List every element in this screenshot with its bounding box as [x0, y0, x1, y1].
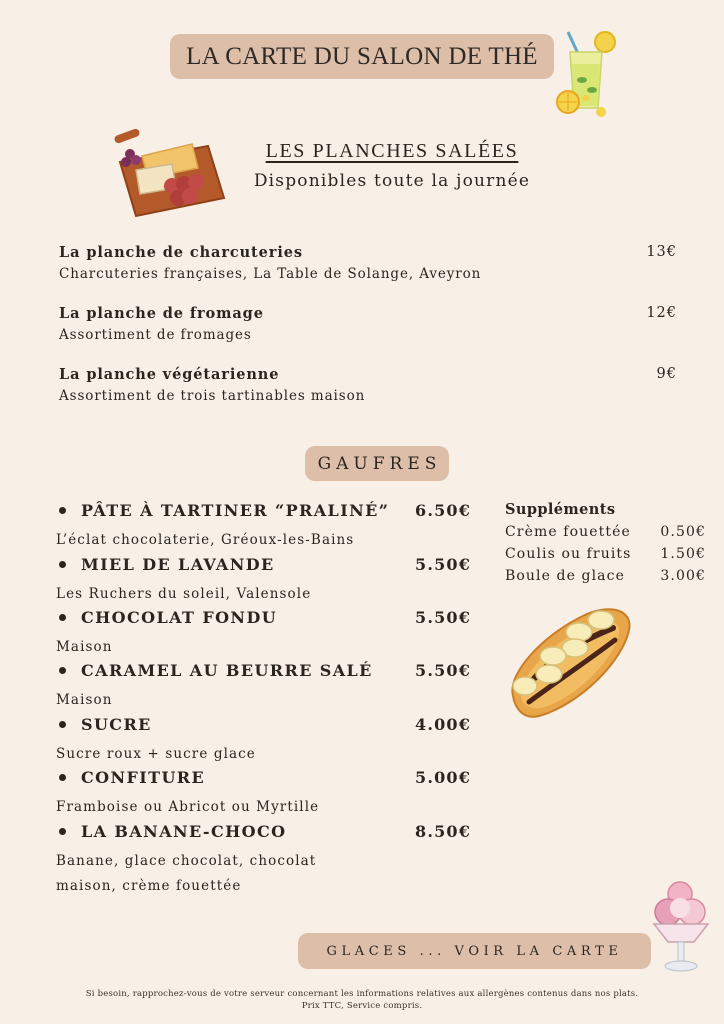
gaufres-heading: GAUFRES: [317, 453, 442, 474]
page-title-banner: [170, 34, 554, 79]
charcuterie-board-icon: [112, 124, 228, 220]
banana-waffle-icon: [503, 604, 635, 720]
gaufre-item: [56, 661, 476, 713]
supplement-name: Crème fouettée: [505, 524, 631, 540]
planche-name: La planche de fromage: [59, 305, 264, 322]
gaufre-description: L’éclat chocolaterie, Gréoux-les-Bains: [56, 532, 355, 548]
gaufre-description: Les Ruchers du soleil, Valensole: [56, 586, 312, 602]
gaufre-name: PÂTE À TARTINER “PRALINÉ”: [81, 501, 390, 520]
gaufre-price: 5.50€: [415, 555, 472, 574]
glaces-banner: [298, 933, 651, 969]
planche-description: Assortiment de trois tartinables maison: [59, 388, 366, 404]
gaufre-name: CARAMEL AU BEURRE SALÉ: [81, 661, 373, 680]
gaufre-description: Banane, glace chocolat, chocolat maison, crème fouettée: [56, 853, 317, 894]
supplement-name: Coulis ou fruits: [505, 546, 632, 562]
gaufre-item: [56, 555, 476, 607]
bullet-icon: [59, 507, 66, 514]
supplements-heading: Suppléments: [505, 501, 616, 518]
gaufre-item: [56, 501, 476, 553]
planche-price: 9€: [656, 366, 677, 382]
bullet-icon: [59, 721, 66, 728]
planche-name: La planche végétarienne: [59, 366, 280, 383]
gaufre-name: LA BANANE-CHOCO: [81, 822, 287, 841]
planche-price: 12€: [646, 305, 677, 321]
planche-description: Charcuteries françaises, La Table de Solange, Aveyron: [59, 266, 482, 282]
planches-heading: LES PLANCHES SALÉES: [265, 140, 519, 162]
bullet-icon: [59, 774, 66, 781]
lemonade-glass-icon: [552, 28, 624, 118]
price-note: Prix TTC, Service compris.: [301, 1001, 423, 1011]
gaufre-item: [56, 822, 472, 899]
supplement-name: Boule de glace: [505, 568, 625, 584]
gaufre-price: 8.50€: [415, 822, 472, 841]
supplement-item: [505, 568, 710, 590]
planche-item: [59, 366, 679, 404]
ice-cream-sundae-icon: [650, 878, 712, 974]
supplement-item: [505, 524, 710, 546]
supplement-price: 1.50€: [660, 546, 706, 562]
planches-heading-block: [222, 140, 562, 191]
gaufre-description: Maison: [56, 692, 113, 708]
gaufre-description: Framboise ou Abricot ou Myrtille: [56, 799, 320, 815]
supplement-item: [505, 546, 710, 568]
supplement-price: 0.50€: [660, 524, 706, 540]
supplement-price: 3.00€: [660, 568, 706, 584]
supplements-box: [505, 501, 710, 590]
gaufre-item: [56, 608, 476, 660]
gaufre-price: 5.00€: [415, 768, 472, 787]
gaufre-description: Sucre roux + sucre glace: [56, 746, 256, 762]
gaufre-price: 5.50€: [415, 608, 472, 627]
glaces-text: GLACES ... VOIR LA CARTE: [326, 943, 623, 959]
bullet-icon: [59, 828, 66, 835]
planche-description: Assortiment de fromages: [59, 327, 252, 343]
footer-note: [20, 988, 704, 1012]
planche-name: La planche de charcuteries: [59, 244, 303, 261]
bullet-icon: [59, 667, 66, 674]
gaufre-price: 6.50€: [415, 501, 472, 520]
gaufre-name: CHOCOLAT FONDU: [81, 608, 278, 627]
gaufre-name: MIEL DE LAVANDE: [81, 555, 275, 574]
gaufre-price: 5.50€: [415, 661, 472, 680]
gaufre-price: 4.00€: [415, 715, 472, 734]
planche-item: [59, 244, 679, 282]
planches-subheading: Disponibles toute la journée: [253, 171, 531, 191]
gaufre-item: [56, 768, 476, 820]
bullet-icon: [59, 561, 66, 568]
planche-price: 13€: [646, 244, 677, 260]
bullet-icon: [59, 614, 66, 621]
gaufre-description: Maison: [56, 639, 113, 655]
page-title: LA CARTE DU SALON DE THÉ: [186, 42, 538, 70]
planche-item: [59, 305, 679, 343]
allergen-note: Si besoin, rapprochez-vous de votre serveur concernant les informations relatives aux allergènes contenus dans nos plats.: [85, 989, 639, 999]
gaufre-name: CONFITURE: [81, 768, 206, 787]
gaufre-name: SUCRE: [81, 715, 152, 734]
gaufres-heading-banner: [305, 446, 449, 481]
gaufre-item: [56, 715, 476, 767]
